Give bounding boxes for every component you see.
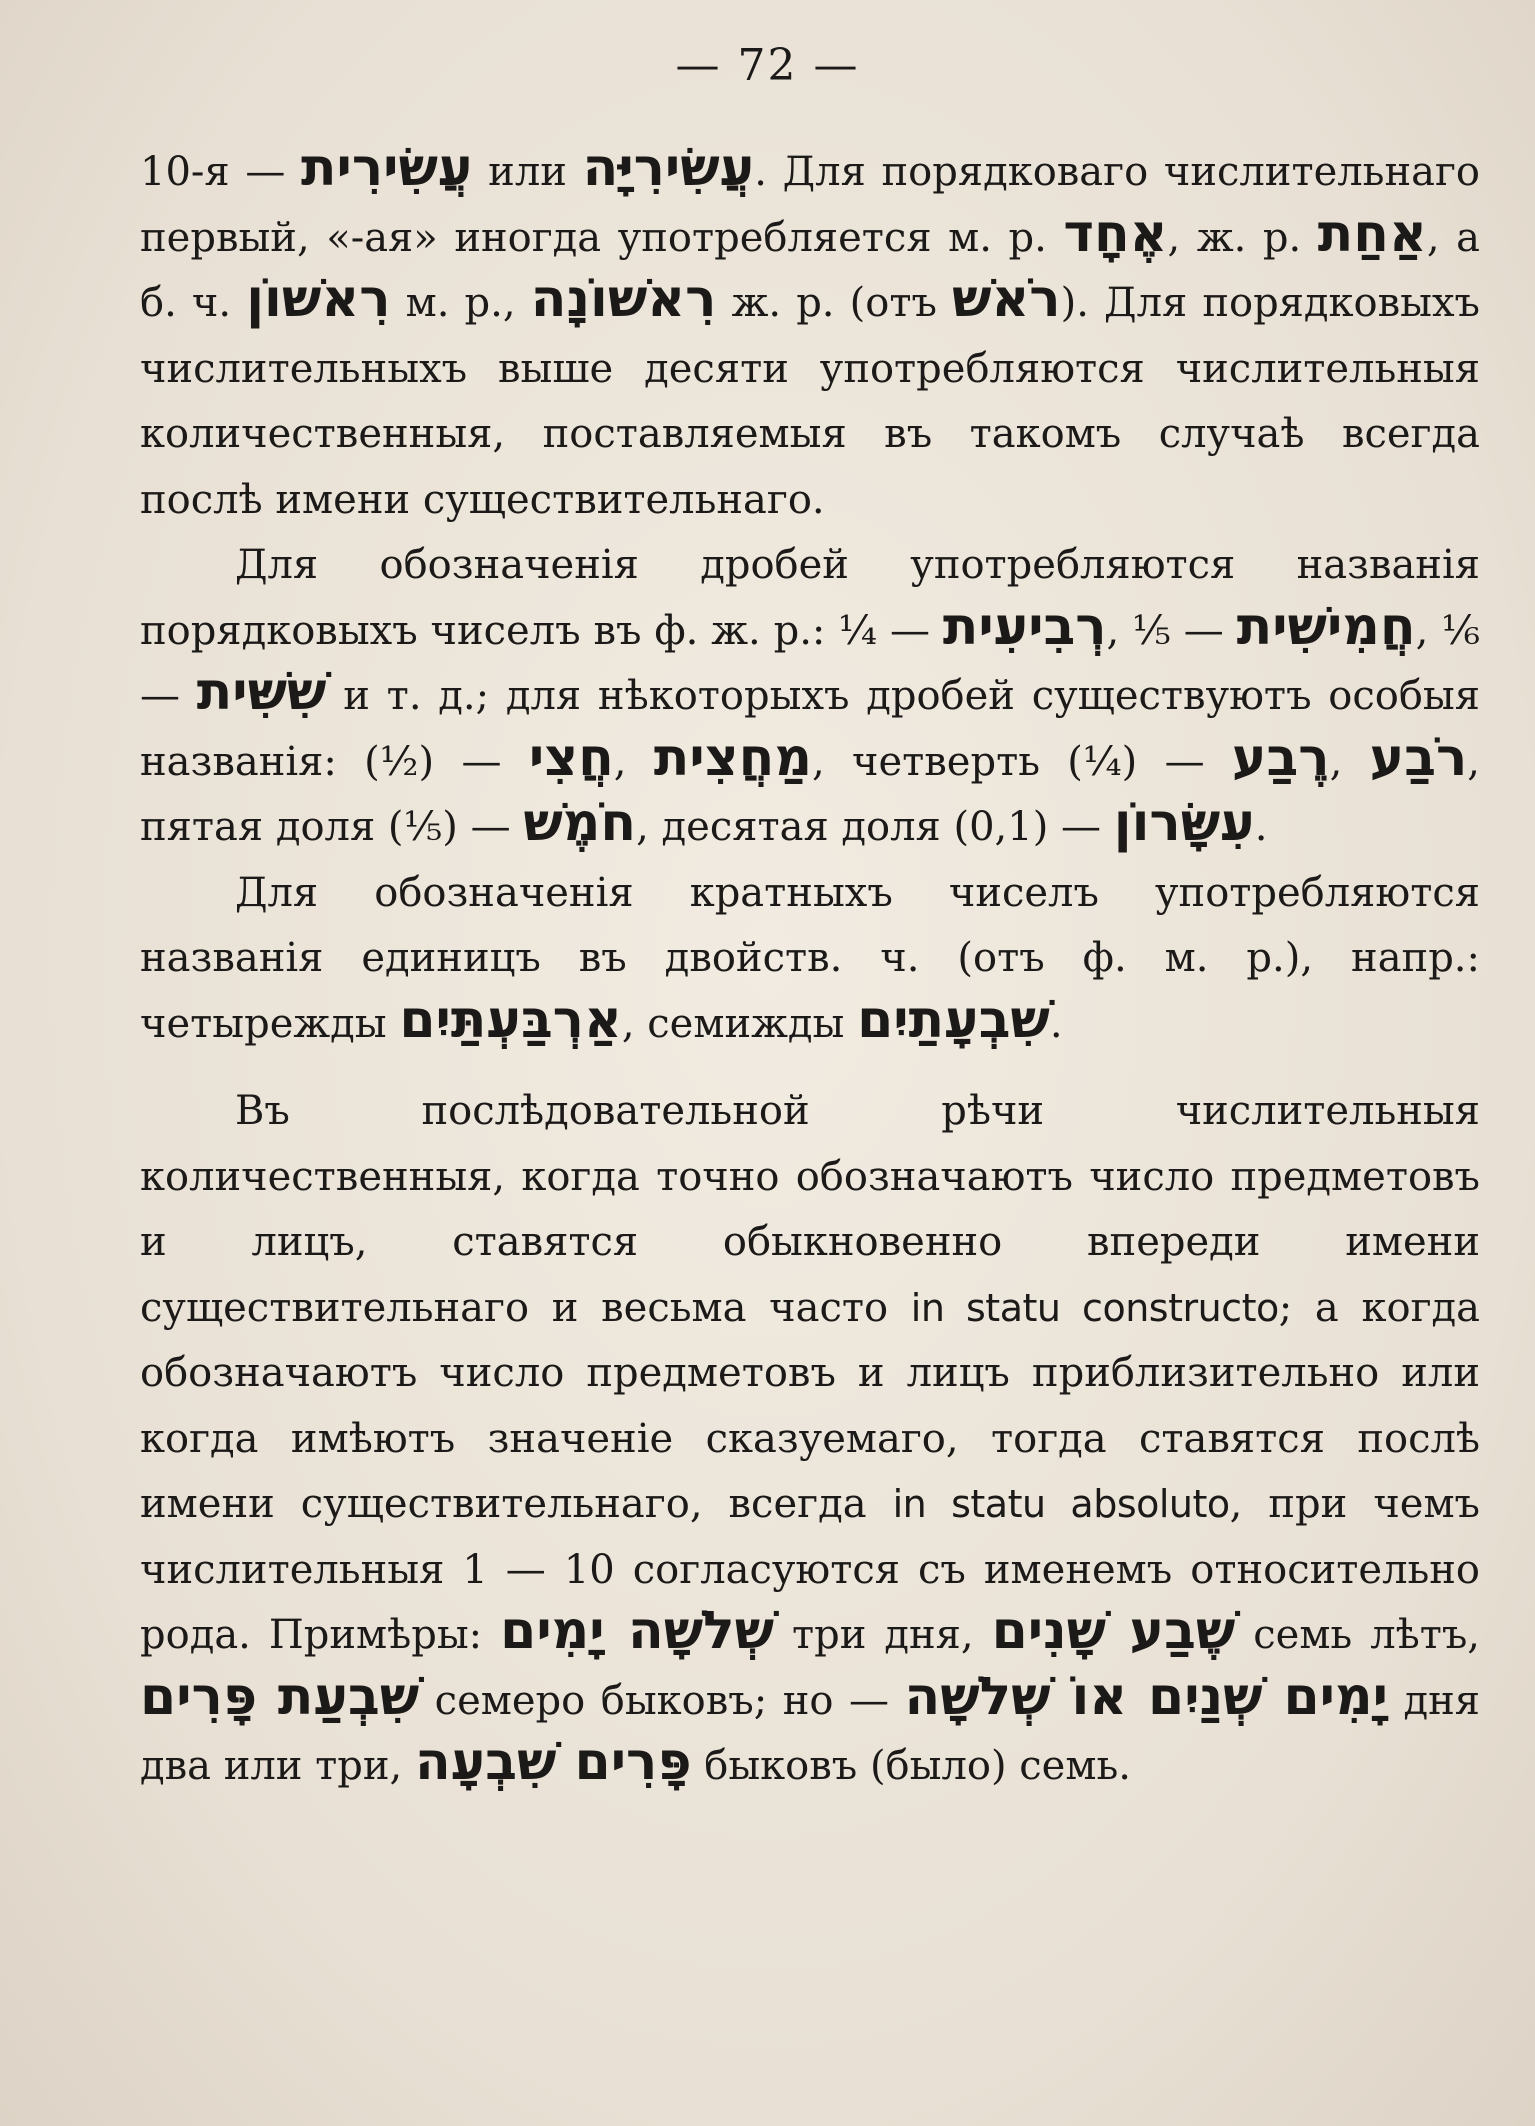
text-segment: , а б. ч. bbox=[140, 214, 1480, 326]
text-segment: Въ послѣдовательной рѣчи числительныя количественныя, когда точно обозначаютъ число предметовъ и лицъ, ставятся обыкновенно впереди имени существительнаго и весьма часто bbox=[140, 1088, 1480, 1331]
text-segment: и т. д.; для нѣкоторыхъ дробей существуютъ особыя названія: (½) — bbox=[140, 673, 1481, 785]
hebrew-word: רֹבַע bbox=[1369, 727, 1468, 788]
text-segment: ; а когда обозначаютъ число предметовъ и лицъ приблизительно или когда имѣютъ значеніе сказуемаго, тогда ставятся послѣ имени существительнаго, всегда bbox=[140, 1284, 1480, 1527]
hebrew-word: שִׁבְעַת פָּרִים bbox=[140, 1666, 420, 1727]
hebrew-word: עֲשִׂירִיָּה bbox=[582, 138, 755, 198]
hebrew-word: יָמִים שְׁנַיִם אוֹ שְׁלֹשָׁה bbox=[904, 1666, 1388, 1727]
text-segment: семь лѣтъ, bbox=[1235, 1612, 1481, 1658]
hebrew-word: חֲמִישִׁית bbox=[1236, 596, 1416, 657]
text-segment: дня два или три, bbox=[140, 1677, 1480, 1789]
hebrew-word: חֹמֶשׁ bbox=[523, 793, 637, 853]
hebrew-word: שִׁשִּׁית bbox=[196, 662, 327, 722]
text-segment: , четверть (¼) — bbox=[811, 738, 1232, 785]
text-segment: , пятая доля (⅕) — bbox=[140, 738, 1480, 850]
text-segment: , ⅙ — bbox=[140, 607, 1480, 719]
hebrew-word: מַחֲצִית bbox=[653, 727, 812, 788]
text-segment: м. р., bbox=[390, 280, 531, 326]
text-segment: быковъ (было) семь. bbox=[691, 1743, 1131, 1789]
hebrew-word: פָּרִים שִׁבְעָה bbox=[414, 1732, 692, 1792]
hebrew-word: אַרְבַּעְתַּיִם bbox=[399, 989, 622, 1050]
hebrew-word: עִשָּׂרוֹן bbox=[1113, 793, 1255, 853]
hebrew-word: חֲצִי bbox=[528, 727, 614, 788]
page-number: — 72 — bbox=[675, 40, 860, 91]
hebrew-word: רֹאשׁ bbox=[952, 269, 1061, 329]
text-segment: Для обозначенія дробей употребляются названія порядковыхъ чиселъ въ ф. ж. р.: ¼ — bbox=[140, 542, 1480, 654]
paragraph bbox=[140, 1079, 1480, 1800]
hebrew-word: אֶחָד bbox=[1063, 203, 1168, 264]
hebrew-word: עֲשִׂירִית bbox=[301, 138, 473, 198]
text-segment: семеро быковъ; но — bbox=[419, 1677, 905, 1724]
hebrew-word: שִׁבְעָתַיִם bbox=[857, 989, 1050, 1050]
text-segment: . bbox=[1049, 1000, 1063, 1047]
text-segment: Для обозначенія кратныхъ чиселъ употребляются названія единицъ въ двойств. ч. (отъ ф. м. р.), напр.: четырежды bbox=[140, 869, 1480, 1047]
hebrew-word: רְבִיעִית bbox=[942, 596, 1107, 657]
paragraph bbox=[140, 861, 1480, 1058]
text-segment: , семижды bbox=[621, 1000, 858, 1047]
text-segment: , ⅕ — bbox=[1106, 607, 1237, 654]
text-segment: ). Для порядковыхъ числительныхъ выше десяти употребляются числительныя количественныя, поставляемыя въ такомъ случаѣ всегда послѣ имени существительнаго. bbox=[140, 280, 1480, 523]
hebrew-word: אַחַת bbox=[1317, 203, 1427, 264]
hebrew-word: רִאשׁוֹן bbox=[246, 269, 391, 329]
hebrew-word: רִאשׁוֹנָה bbox=[530, 269, 717, 329]
paragraph bbox=[140, 140, 1480, 533]
latin-term: in statu constructo bbox=[910, 1285, 1279, 1330]
paragraph-gap bbox=[140, 1057, 1480, 1079]
text-segment: . Для порядковаго числительнаго первый, «-ая» иногда употребляется м. р. bbox=[140, 149, 1480, 261]
text-body bbox=[140, 140, 1480, 1800]
text-segment: или bbox=[472, 149, 583, 195]
text-segment: три дня, bbox=[774, 1612, 992, 1658]
text-segment: 10-я — bbox=[140, 149, 302, 195]
text-segment: , при чемъ числительныя 1 — 10 согласуются съ именемъ относительно рода. Примѣры: bbox=[140, 1481, 1481, 1658]
text-segment: , bbox=[1329, 738, 1370, 785]
latin-term: in statu absoluto bbox=[892, 1482, 1230, 1526]
text-segment: . bbox=[1254, 804, 1268, 850]
paragraph bbox=[140, 533, 1480, 861]
hebrew-word: שְׁלֹשָׁה יָמִים bbox=[500, 1601, 775, 1661]
text-segment: ж. р. (отъ bbox=[716, 280, 953, 326]
hebrew-word: שֶׁבַע שָׁנִים bbox=[991, 1601, 1236, 1661]
text-segment: , ж. р. bbox=[1167, 214, 1318, 261]
text-segment: , bbox=[613, 738, 654, 785]
hebrew-word: רֶבַע bbox=[1231, 727, 1330, 788]
text-segment: , десятая доля (0,1) — bbox=[636, 804, 1114, 850]
